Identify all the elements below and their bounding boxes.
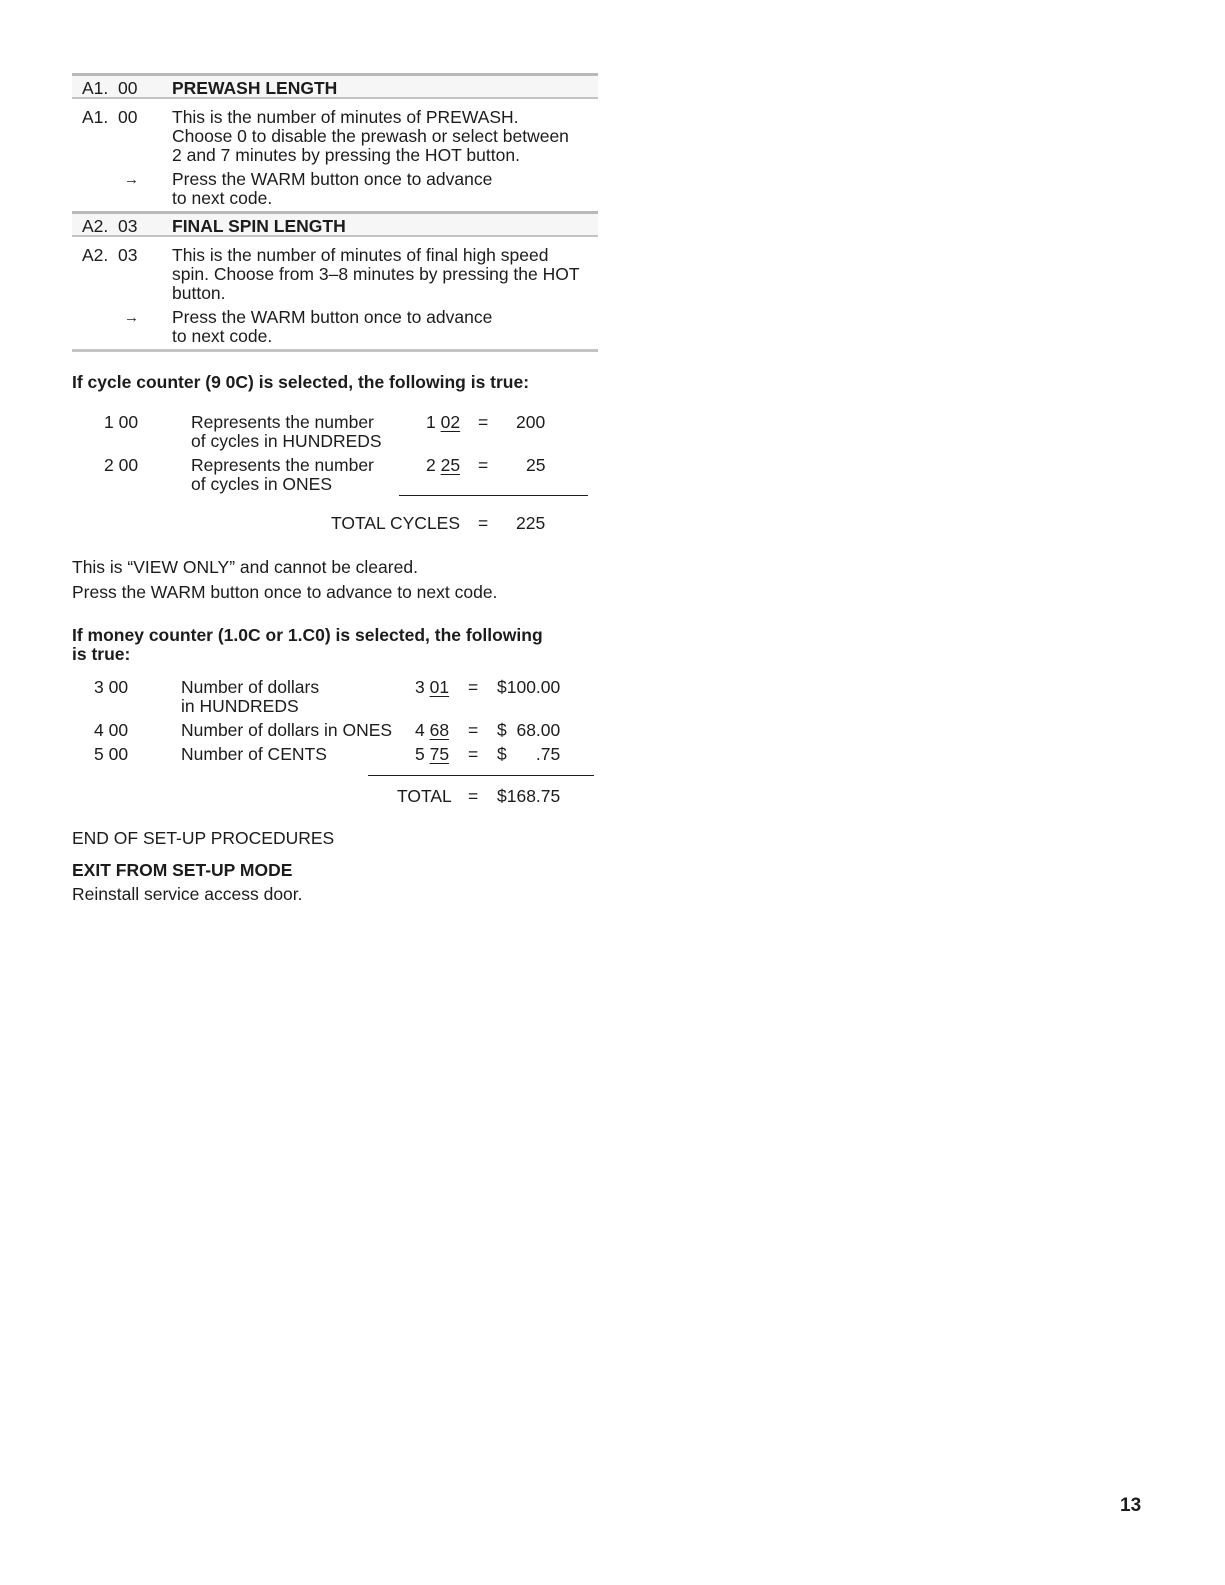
total-cycles-label: TOTAL CYCLES [331, 513, 461, 533]
final-spin-desc-line-1: This is the number of minutes of final high speed [172, 245, 549, 265]
final-spin-desc-line-2: spin. Choose from 3–8 minutes by pressing the HOT [172, 264, 580, 284]
final-spin-advance-line-1: Press the WARM button once to advance [172, 307, 493, 327]
cycle-row-2-result: 25 [526, 455, 546, 475]
money-sum-line [368, 775, 594, 776]
money-row-2-desc-1: Number of dollars in ONES [181, 720, 393, 740]
money-counter-heading-2: is true: [72, 644, 131, 664]
money-row-1-desc-2: in HUNDREDS [181, 696, 299, 716]
prewash-desc-line-1: This is the number of minutes of PREWASH. [172, 107, 519, 127]
end-of-setup-text: END OF SET-UP PROCEDURES [72, 828, 335, 848]
prewash-title: PREWASH LENGTH [172, 78, 338, 98]
money-row-1-example: 3 01 [415, 677, 450, 697]
money-row-3-code: 5 00 [94, 744, 129, 764]
cycle-row-1-result: 200 [516, 412, 546, 432]
section-divider [72, 349, 598, 352]
prewash-desc-line-3: 2 and 7 minutes by pressing the HOT button. [172, 145, 520, 165]
cycle-row-2-desc-2: of cycles in ONES [191, 474, 333, 494]
final-spin-header-code: A2. 03 [82, 216, 138, 236]
money-row-2-equals: = [468, 720, 479, 740]
cycle-sum-line [399, 495, 588, 496]
cycle-counter-heading: If cycle counter (9 0C) is selected, the following is true: [72, 372, 530, 392]
cycle-row-1-desc-2: of cycles in HUNDREDS [191, 431, 382, 451]
final-spin-code: A2. 03 [82, 245, 138, 265]
exit-heading: EXIT FROM SET-UP MODE [72, 860, 293, 880]
money-row-3-equals: = [468, 744, 479, 764]
money-row-1-result: $100.00 [497, 677, 561, 697]
final-spin-advance-line-2: to next code. [172, 326, 273, 346]
total-cycles-equals: = [478, 513, 489, 533]
cycle-row-1-equals: = [478, 412, 489, 432]
prewash-header-code: A1. 00 [82, 78, 138, 98]
cycle-row-2-code: 2 00 [104, 455, 139, 475]
exit-text: Reinstall service access door. [72, 884, 303, 904]
cycle-row-1-desc-1: Represents the number [191, 412, 374, 432]
prewash-code: A1. 00 [82, 107, 138, 127]
prewash-advance-line-1: Press the WARM button once to advance [172, 169, 493, 189]
money-row-2-result: $ 68.00 [497, 720, 561, 740]
prewash-desc-line-2: Choose 0 to disable the prewash or select between [172, 126, 569, 146]
page-number: 13 [1120, 1495, 1142, 1516]
money-counter-heading-1: If money counter (1.0C or 1.C0) is selected, the following [72, 625, 543, 645]
cycle-row-2-desc-1: Represents the number [191, 455, 374, 475]
money-row-3-desc-1: Number of CENTS [181, 744, 327, 764]
advance-note: Press the WARM button once to advance to next code. [72, 582, 498, 602]
total-cycles-value: 225 [516, 513, 546, 533]
money-row-3-result: $ .75 [497, 744, 561, 764]
final-spin-desc-line-3: button. [172, 283, 226, 303]
view-only-note: This is “VIEW ONLY” and cannot be cleared. [72, 557, 418, 577]
cycle-row-1-code: 1 00 [104, 412, 139, 432]
money-row-3-example: 5 75 [415, 744, 450, 764]
money-row-1-code: 3 00 [94, 677, 129, 697]
cycle-row-2-example: 2 25 [426, 455, 461, 475]
money-total-equals: = [468, 786, 479, 806]
arrow-icon: → [124, 309, 139, 326]
money-row-2-example: 4 68 [415, 720, 450, 740]
arrow-icon: → [124, 171, 139, 188]
cycle-row-1-example: 1 02 [426, 412, 461, 432]
cycle-row-2-equals: = [478, 455, 489, 475]
money-total-value: $168.75 [497, 786, 561, 806]
money-row-2-code: 4 00 [94, 720, 129, 740]
final-spin-title: FINAL SPIN LENGTH [172, 216, 346, 236]
money-total-label: TOTAL [397, 786, 452, 806]
money-row-1-desc-1: Number of dollars [181, 677, 320, 697]
prewash-advance-line-2: to next code. [172, 188, 273, 208]
money-row-1-equals: = [468, 677, 479, 697]
